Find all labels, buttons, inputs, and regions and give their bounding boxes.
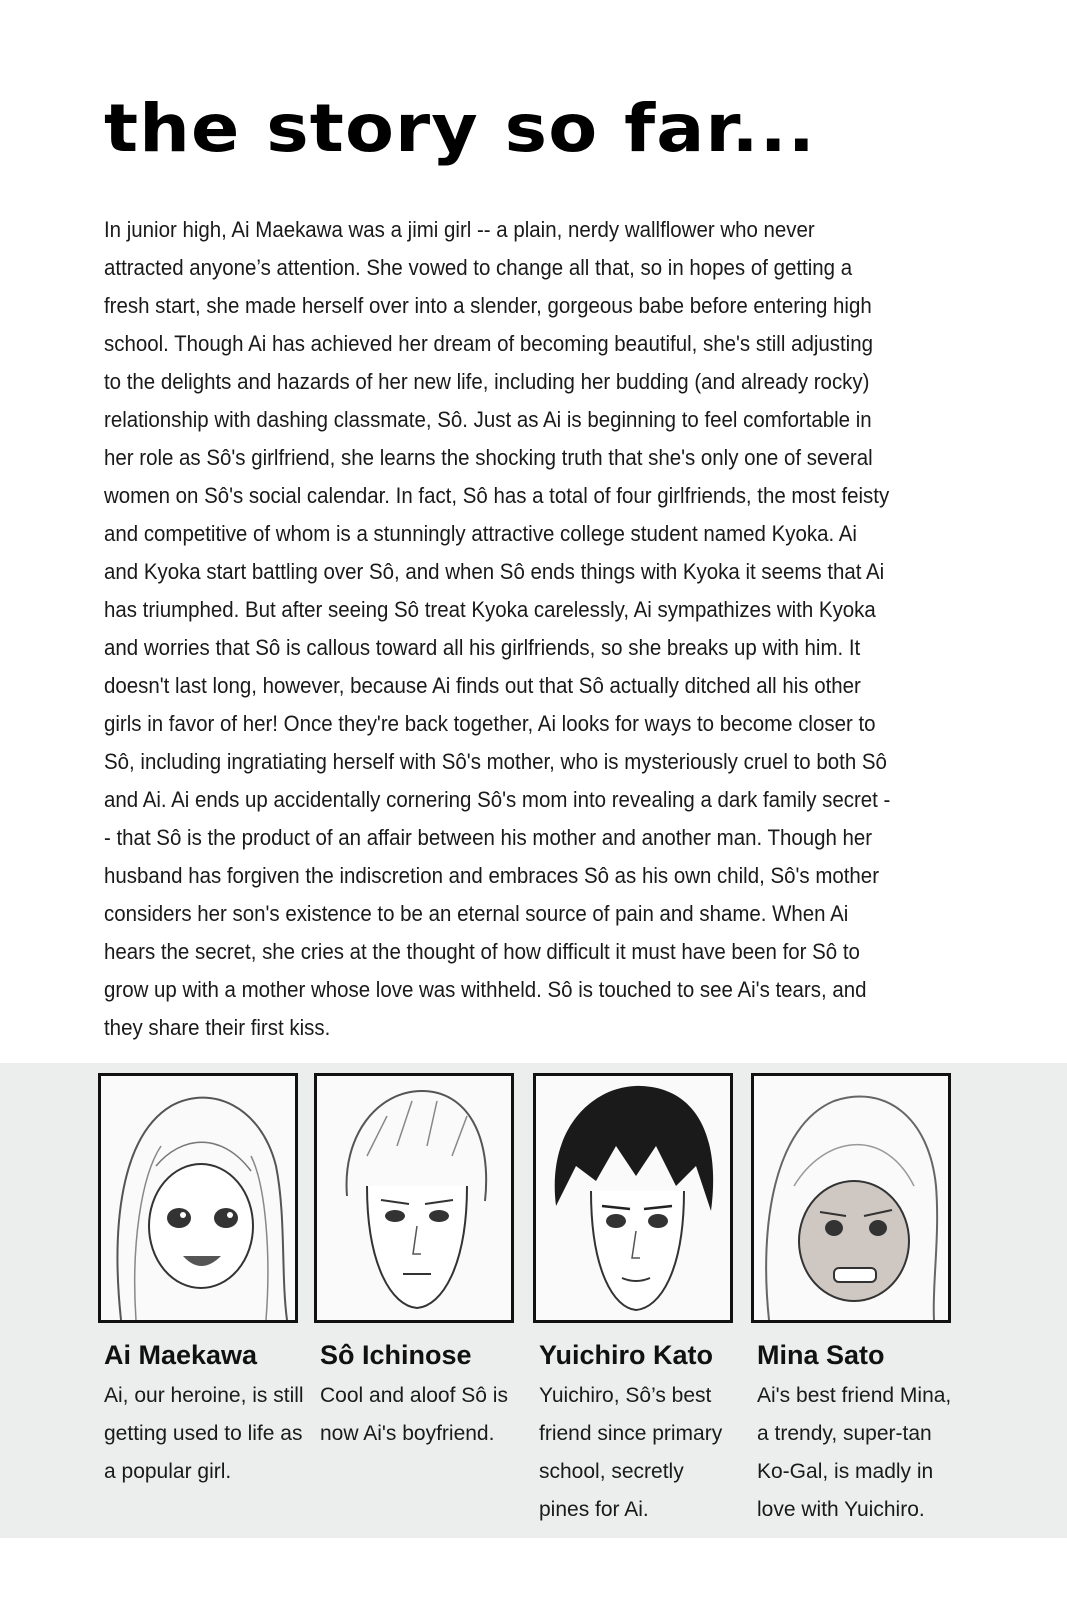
character-name: Ai Maekawa <box>104 1340 258 1370</box>
girl-portrait-icon <box>754 1076 948 1320</box>
character-description: Ai, our heroine, is still getting used to life as a popular girl. <box>104 1384 304 1483</box>
page-title: the story so far... <box>104 90 816 167</box>
character-card-mina-sato <box>751 1073 955 1529</box>
character-portrait <box>314 1073 514 1323</box>
character-panel <box>0 1063 1067 1538</box>
boy-portrait-icon <box>536 1076 730 1320</box>
character-portrait <box>751 1073 951 1323</box>
character-portrait <box>533 1073 733 1323</box>
story-summary: In junior high, Ai Maekawa was a jimi girl -- a plain, nerdy wallflower who never attracted anyone’s attention. She vowed to change all that, so in hopes of getting a fresh start, she made herself over into a slender, gorgeous babe before entering high school. Though Ai has achieved her dream of becoming beautiful, she's still adjusting to the delights and hazards of her new life, including her budding (and already rocky) relationship with dashing classmate, Sô. Just as Ai is beginning to feel comfortable in her role as Sô's girlfriend, she learns the shocking truth that she's only one of several women on Sô's social calendar. In fact, Sô has a total of four girlfriends, the most feisty and competitive of whom is a stunningly attractive college student named Kyoka. Ai and Kyoka start battling over Sô, and when Sô ends things with Kyoka it seems that Ai has triumphed. But after seeing Sô treat Kyoka carelessly, Ai sympathizes with Kyoka and worries that Sô is callous toward all his girlfriends, so she breaks up with him. It doesn't last long, however, because Ai finds out that Sô actually ditched all his other girls in favor of her! Once they're back together, Ai looks for ways to become closer to Sô, including ingratiating herself with Sô's mother, who is mysteriously cruel to both Sô and Ai. Ai ends up accidentally cornering Sô's mom into revealing a dark family secret -- that Sô is the product of an affair between his mother and another man. Though her husband has forgiven the indiscretion and embraces Sô as his own child, Sô's mother considers her son's existence to be an eternal source of pain and shame. When Ai hears the secret, she cries at the thought of how difficult it must have been for Sô to grow up with a mother whose love was withheld. Sô is touched to see Ai's tears, and they share their first kiss. <box>104 217 891 1040</box>
character-portrait <box>98 1073 298 1323</box>
character-description: Cool and aloof Sô is now Ai's boyfriend. <box>320 1384 508 1445</box>
boy-portrait-icon <box>317 1076 511 1320</box>
character-card-yuichiro-kato <box>533 1073 737 1529</box>
character-card-ai-maekawa <box>98 1073 302 1491</box>
character-card-so-ichinose <box>314 1073 518 1453</box>
character-name: Sô Ichinose <box>320 1340 472 1370</box>
character-name: Mina Sato <box>757 1340 885 1370</box>
girl-portrait-icon <box>101 1076 295 1320</box>
character-description: Yuichiro, Sô’s best friend since primary school, secretly pines for Ai. <box>539 1384 723 1521</box>
character-name: Yuichiro Kato <box>539 1340 714 1370</box>
character-description: Ai's best friend Mina, a trendy, super-tan Ko-Gal, is madly in love with Yuichiro. <box>757 1384 952 1521</box>
